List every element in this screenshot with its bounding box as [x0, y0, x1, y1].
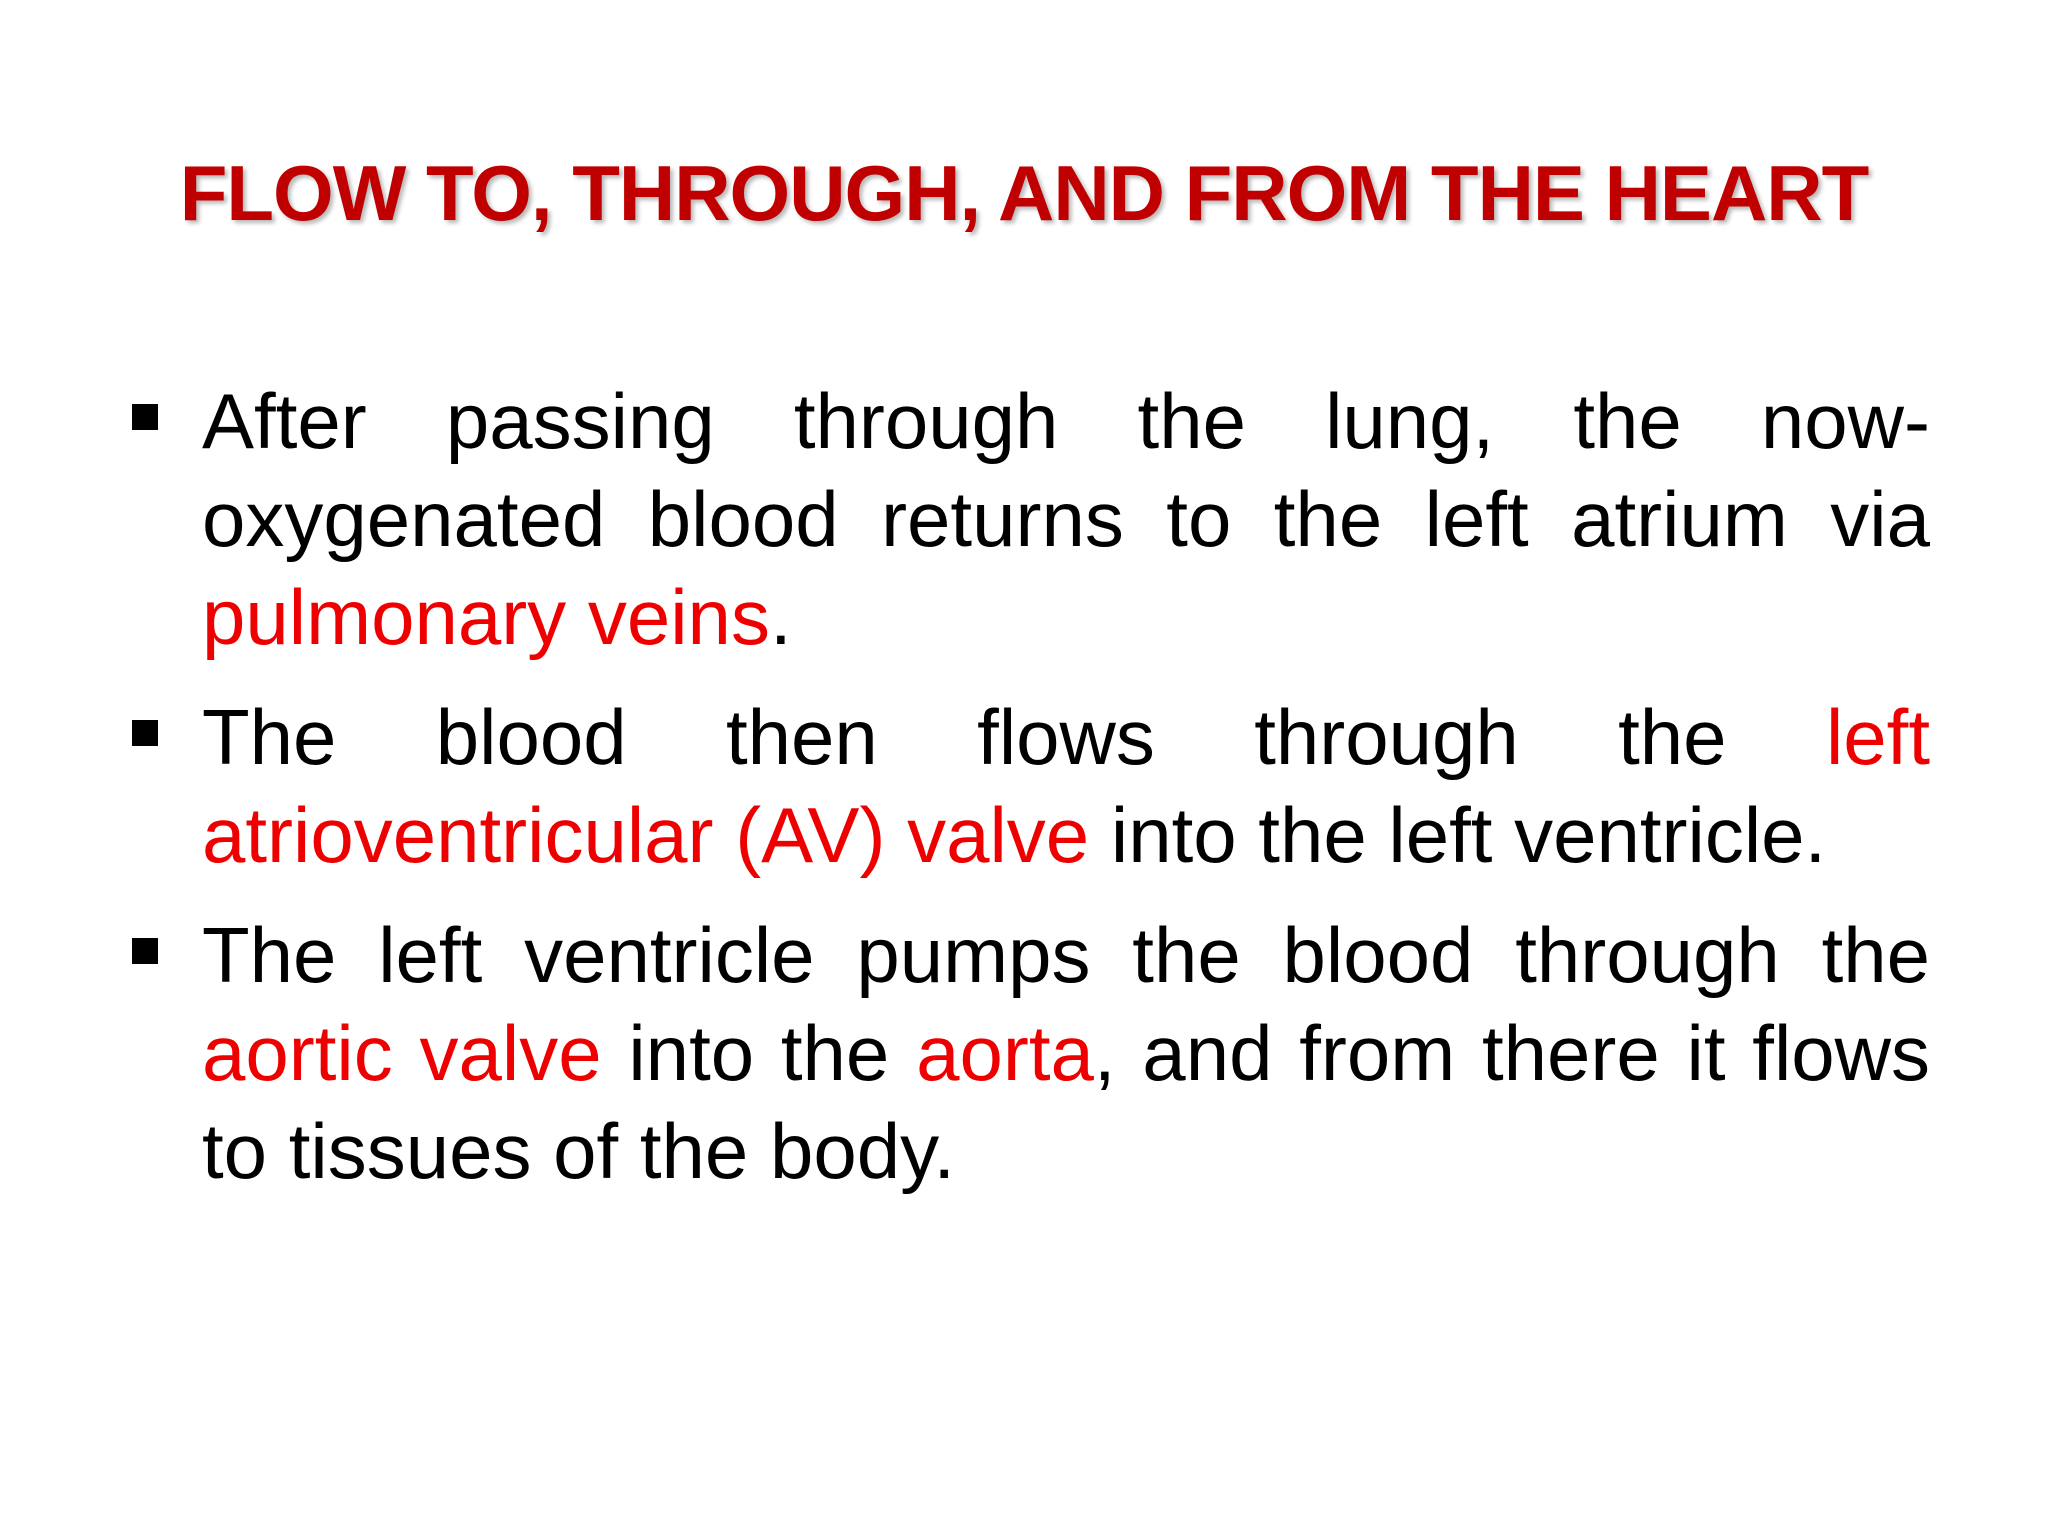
- text-segment: , and from there it flows to tissues of the body.: [202, 1009, 1930, 1195]
- text-segment: into the: [601, 1009, 917, 1097]
- bullet-text: [202, 377, 1930, 661]
- highlighted-term: aorta: [916, 1009, 1094, 1097]
- highlighted-term: aortic valve: [202, 1009, 602, 1097]
- highlighted-term: pulmonary veins: [202, 573, 770, 661]
- text-segment: The left ventricle pumps the blood through the: [202, 911, 1930, 999]
- bullet-text: [202, 911, 1930, 1195]
- square-bullet-icon: [132, 720, 158, 746]
- text-segment: .: [769, 573, 792, 661]
- text-segment: into the left ventricle.: [1089, 791, 1827, 879]
- bullet-list: [130, 372, 1930, 1222]
- slide-title: FLOW TO, THROUGH, AND FROM THE HEART: [179, 149, 1869, 237]
- bullet-item: [130, 906, 1930, 1200]
- bullet-item: [130, 372, 1930, 666]
- highlighted-term: left atrioventricular (AV) valve: [202, 693, 1930, 879]
- square-bullet-icon: [132, 404, 158, 430]
- bullet-text: [202, 693, 1930, 879]
- text-segment: After passing through the lung, the now-oxygenated blood returns to the left atrium via: [202, 377, 1930, 563]
- square-bullet-icon: [132, 938, 158, 964]
- bullet-item: [130, 688, 1930, 884]
- text-segment: The blood then flows through the: [202, 693, 1826, 781]
